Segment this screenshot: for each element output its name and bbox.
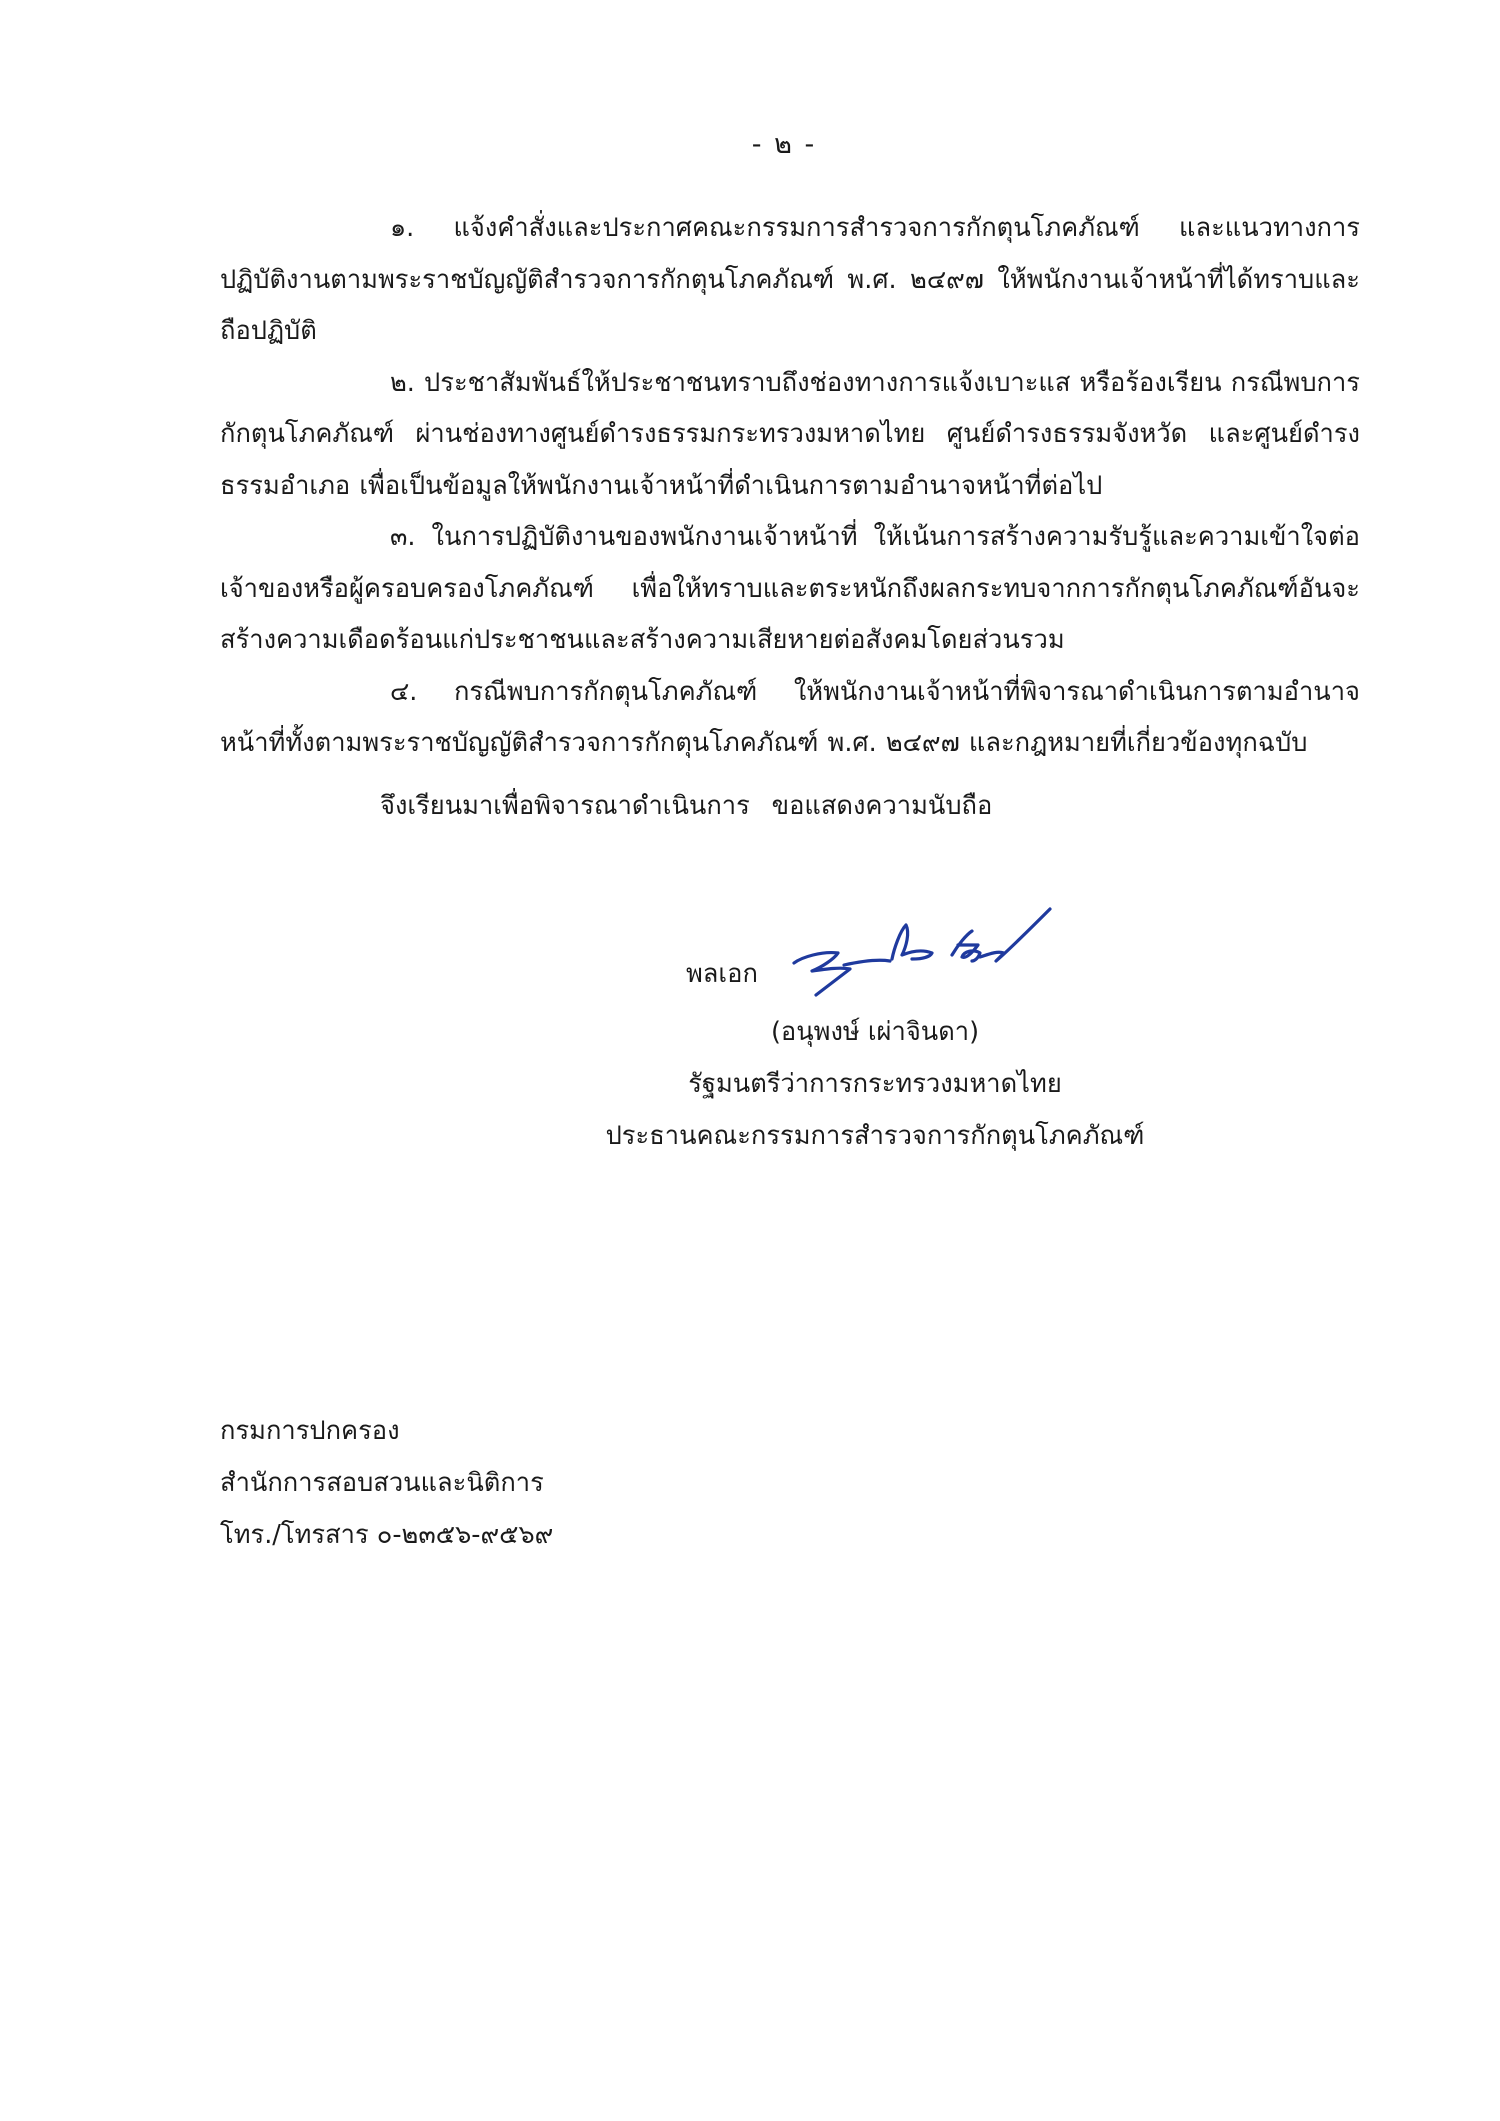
- regards-line: ขอแสดงความนับถือ: [771, 791, 993, 821]
- signer-name: (อนุพงษ์ เผ่าจินดา): [770, 1017, 980, 1047]
- signature-row: [686, 895, 1106, 1005]
- sender-department: กรมการปกครอง: [220, 1416, 400, 1446]
- signature-stroke-4: [952, 931, 980, 961]
- closing-sentence: จึงเรียนมาเพื่อพิจารณาดำเนินการ: [380, 790, 750, 821]
- handwritten-signature: [782, 895, 1082, 1005]
- signature-stroke-5: [980, 909, 1050, 961]
- page-number: - ๒ -: [751, 129, 817, 160]
- signer-position: รัฐมนตรีว่าการกระทรวงมหาดไทย: [688, 1069, 1062, 1099]
- paragraph-3: ๓. ในการปฏิบัติงานของพนักงานเจ้าหน้าที่ ให้เน้นการสร้างความรับรู้และความเข้าใจต่อเจ้าของหรือผู้ครอบครองโภคภัณฑ์ เพื่อให้ทราบและตระหนักถึงผลกระทบจากการกักตุนโภคภัณฑ์อันจะสร้างความเดือดร้อนแก่ประชาชนและสร้างความเสียหายต่อสังคมโดยส่วนรวม: [220, 522, 1360, 655]
- signature-stroke-2: [844, 960, 890, 965]
- sender-office: สำนักการสอบสวนและนิติการ: [220, 1468, 544, 1498]
- letter-body: [220, 203, 1360, 832]
- rank-label: พลเอก: [686, 959, 758, 989]
- paragraph-2: ๒. ประชาสัมพันธ์ให้ประชาชนทราบถึงช่องทางการแจ้งเบาะแส หรือร้องเรียน กรณีพบการกักตุนโภคภัณฑ์ ผ่านช่องทางศูนย์ดำรงธรรมกระทรวงมหาดไทย ศูนย์ดำรงธรรมจังหวัด และศูนย์ดำรงธรรมอำเภอ เพื่อเป็นข้อมูลให้พนักงานเจ้าหน้าที่ดำเนินการตามอำนาจหน้าที่ต่อไป: [220, 367, 1360, 501]
- paragraph-4: ๔. กรณีพบการกักตุนโภคภัณฑ์ ให้พนักงานเจ้าหน้าที่พิจารณาดำเนินการตามอำนาจหน้าที่ทั้งตามพระราชบัญญัติสำรวจการกักตุนโภคภัณฑ์ พ.ศ. ๒๔๙๗ และกฎหมายที่เกี่ยวข้องทุกฉบับ: [220, 676, 1360, 758]
- paragraph-1: ๑. แจ้งคำสั่งและประกาศคณะกรรมการสำรวจการกักตุนโภคภัณฑ์ และแนวทางการปฏิบัติงานตามพระราชบัญญัติสำรวจการกักตุนโภคภัณฑ์ พ.ศ. ๒๔๙๗ ให้พนักงานเจ้าหน้าที่ได้ทราบและถือปฏิบัติ: [220, 213, 1360, 346]
- signature-stroke-1: [794, 953, 850, 995]
- sender-info: [220, 1405, 553, 1561]
- signature-stroke-3: [892, 925, 932, 959]
- sender-contact: โทร./โทรสาร ๐-๒๓๕๖-๙๕๖๙: [220, 1520, 554, 1550]
- signer-committee-role: ประธานคณะกรรมการสำรวจการกักตุนโภคภัณฑ์: [605, 1121, 1145, 1151]
